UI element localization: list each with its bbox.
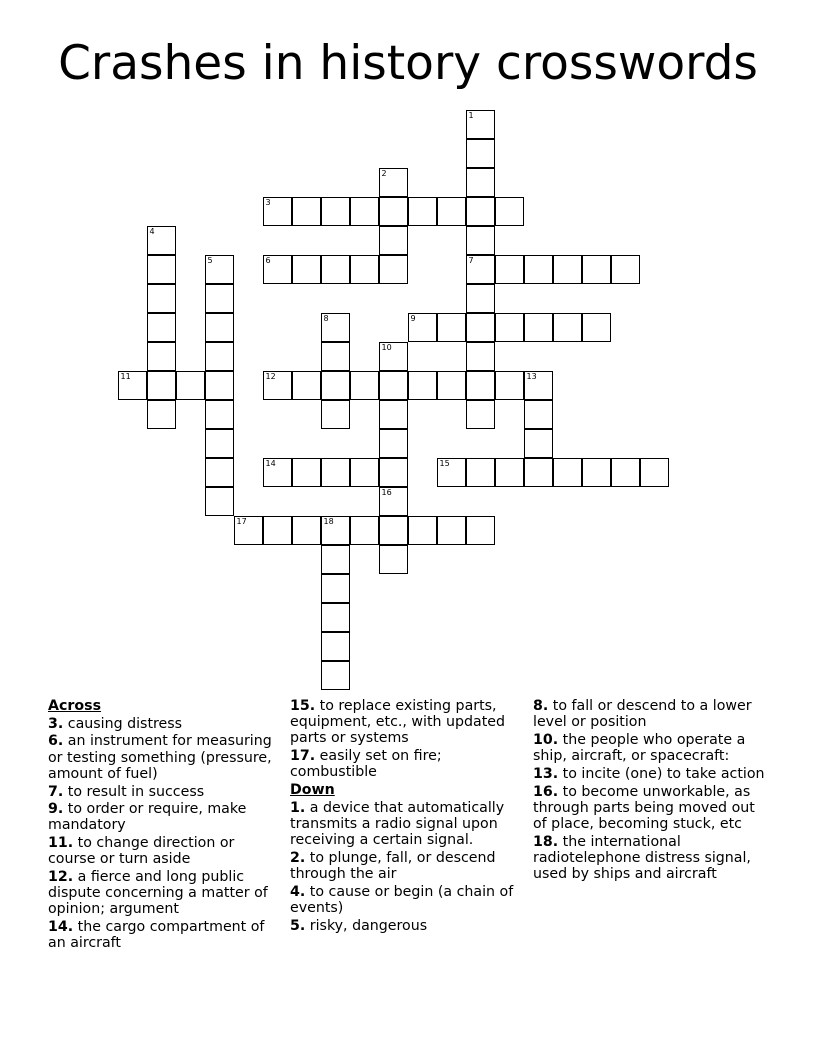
grid-cell[interactable] (292, 255, 321, 284)
clue-number: 8 (323, 314, 329, 323)
grid-cell[interactable] (263, 458, 292, 487)
grid-cell[interactable] (466, 516, 495, 545)
grid-cell[interactable] (466, 255, 495, 284)
grid-cell[interactable] (611, 458, 640, 487)
grid-cell[interactable] (553, 313, 582, 342)
clue-across-14: 14. the cargo compartment of an aircraft (48, 919, 265, 952)
grid-cell[interactable] (205, 313, 234, 342)
grid-cell[interactable] (292, 458, 321, 487)
grid-cell[interactable] (524, 313, 553, 342)
grid-cell[interactable] (176, 371, 205, 400)
grid-cell[interactable] (321, 197, 350, 226)
grid-cell[interactable] (292, 516, 321, 545)
grid-cell[interactable] (524, 255, 553, 284)
grid-cell[interactable] (466, 197, 495, 226)
clues-column-3 (533, 698, 769, 884)
grid-cell[interactable] (582, 458, 611, 487)
clue-number: 3 (265, 198, 271, 207)
clue-across-15: 15. to replace existing parts, equipment, etc., with updated parts or systems (290, 698, 506, 747)
clue-number: 6 (265, 256, 271, 265)
grid-cell[interactable] (350, 255, 379, 284)
grid-cell[interactable] (321, 545, 350, 574)
grid-cell[interactable] (379, 487, 408, 516)
grid-cell[interactable] (466, 168, 495, 197)
clue-across-6: 6. an instrument for measuring or testing something (pressure, amount of fuel) (48, 733, 272, 782)
grid-cell[interactable] (466, 371, 495, 400)
grid-cell[interactable] (408, 197, 437, 226)
grid-cell[interactable] (495, 197, 524, 226)
grid-cell[interactable] (350, 197, 379, 226)
grid-cell[interactable] (437, 197, 466, 226)
grid-cell[interactable] (292, 371, 321, 400)
clue-number: 2 (381, 169, 387, 178)
grid-cell[interactable] (495, 371, 524, 400)
grid-cell[interactable] (234, 516, 263, 545)
grid-cell[interactable] (553, 255, 582, 284)
grid-cell[interactable] (321, 342, 350, 371)
grid-cell[interactable] (321, 516, 350, 545)
clue-number: 4 (149, 227, 155, 236)
clue-number: 15 (439, 459, 450, 468)
clue-number: 9 (410, 314, 416, 323)
across-heading: Across (48, 698, 102, 714)
grid-cell[interactable] (379, 197, 408, 226)
grid-cell[interactable] (437, 371, 466, 400)
grid-cell[interactable] (205, 371, 234, 400)
clue-down-1: 1. a device that automatically transmits a radio signal upon receiving a certain signal. (290, 799, 505, 849)
clue-down-2: 2. to plunge, fall, or descend through the air (290, 849, 496, 883)
grid-cell[interactable] (379, 371, 408, 400)
grid-cell[interactable] (147, 342, 176, 371)
grid-cell[interactable] (466, 226, 495, 255)
grid-cell[interactable] (437, 458, 466, 487)
clues-column-1 (48, 698, 284, 953)
clue-number: 16 (381, 488, 392, 497)
clue-across-11: 11. to change direction or course or turn aside (48, 835, 235, 868)
clue-across-17: 17. easily set on fire; combustible (290, 748, 442, 781)
clue-number: 13 (526, 372, 537, 381)
grid-cell[interactable] (408, 371, 437, 400)
grid-cell[interactable] (379, 255, 408, 284)
grid-cell[interactable] (582, 313, 611, 342)
grid-cell[interactable] (640, 458, 669, 487)
grid-cell[interactable] (321, 400, 350, 429)
grid-cell[interactable] (321, 603, 350, 632)
grid-cell[interactable] (408, 313, 437, 342)
grid-cell[interactable] (379, 168, 408, 197)
grid-cell[interactable] (466, 342, 495, 371)
grid-cell[interactable] (292, 197, 321, 226)
clue-down-16: 16. to become unworkable, as through parts being moved out of place, becoming stuck, etc (533, 783, 755, 832)
grid-cell[interactable] (147, 371, 176, 400)
page-title: Crashes in history crosswords (58, 36, 758, 91)
clue-down-5: 5. risky, dangerous (290, 917, 428, 934)
grid-cell[interactable] (379, 545, 408, 574)
grid-cell[interactable] (321, 458, 350, 487)
clue-number: 1 (468, 111, 474, 120)
grid-cell[interactable] (263, 516, 292, 545)
grid-cell[interactable] (205, 255, 234, 284)
clue-number: 7 (468, 256, 474, 265)
grid-cell[interactable] (147, 255, 176, 284)
clue-number: 10 (381, 343, 392, 352)
grid-cell[interactable] (321, 313, 350, 342)
grid-cell[interactable] (350, 516, 379, 545)
grid-cell[interactable] (205, 342, 234, 371)
clue-down-10: 10. the people who operate a ship, aircraft, or spacecraft: (533, 731, 746, 765)
grid-cell[interactable] (495, 255, 524, 284)
grid-cell[interactable] (263, 197, 292, 226)
grid-cell[interactable] (350, 458, 379, 487)
clue-across-7: 7. to result in success (48, 783, 205, 800)
clue-down-18: 18. the international radiotelephone distress signal, used by ships and aircraft (533, 833, 751, 883)
clue-across-12: 12. a fierce and long public dispute concerning a matter of opinion; argument (48, 869, 268, 918)
clue-number: 12 (265, 372, 276, 381)
grid-cell[interactable] (321, 371, 350, 400)
grid-cell[interactable] (379, 226, 408, 255)
clue-down-4: 4. to cause or begin (a chain of events) (290, 883, 514, 916)
grid-cell[interactable] (524, 458, 553, 487)
grid-cell[interactable] (379, 342, 408, 371)
grid-cell[interactable] (466, 139, 495, 168)
grid-cell[interactable] (205, 284, 234, 313)
grid-cell[interactable] (118, 371, 147, 400)
clue-down-8: 8. to fall or descend to a lower level or position (533, 698, 752, 731)
grid-cell[interactable] (321, 661, 350, 690)
grid-cell[interactable] (379, 429, 408, 458)
grid-cell[interactable] (147, 400, 176, 429)
grid-cell[interactable] (263, 371, 292, 400)
grid-cell[interactable] (205, 487, 234, 516)
grid-cell[interactable] (466, 313, 495, 342)
grid-cell[interactable] (437, 313, 466, 342)
clue-number: 18 (323, 517, 334, 526)
grid-cell[interactable] (205, 400, 234, 429)
grid-cell[interactable] (147, 226, 176, 255)
grid-cell[interactable] (321, 574, 350, 603)
grid-cell[interactable] (495, 458, 524, 487)
grid-cell[interactable] (466, 110, 495, 139)
grid-cell[interactable] (466, 400, 495, 429)
grid-cell[interactable] (466, 458, 495, 487)
grid-cell[interactable] (524, 429, 553, 458)
grid-cell[interactable] (582, 255, 611, 284)
grid-cell[interactable] (321, 632, 350, 661)
grid-cell[interactable] (524, 400, 553, 429)
clue-number: 11 (120, 372, 131, 381)
grid-cell[interactable] (205, 429, 234, 458)
grid-cell[interactable] (408, 516, 437, 545)
grid-cell[interactable] (379, 458, 408, 487)
clue-number: 5 (207, 256, 213, 265)
grid-cell[interactable] (437, 516, 466, 545)
grid-cell[interactable] (379, 516, 408, 545)
grid-cell[interactable] (350, 371, 379, 400)
grid-cell[interactable] (611, 255, 640, 284)
grid-cell[interactable] (321, 255, 350, 284)
grid-cell[interactable] (379, 400, 408, 429)
clue-down-13: 13. to incite (one) to take action (533, 765, 765, 782)
clue-number: 14 (265, 459, 276, 468)
grid-cell[interactable] (553, 458, 582, 487)
grid-cell[interactable] (205, 458, 234, 487)
clue-across-3: 3. causing distress (48, 715, 183, 732)
grid-cell[interactable] (263, 255, 292, 284)
clue-number: 17 (236, 517, 247, 526)
grid-cell[interactable] (147, 313, 176, 342)
grid-cell[interactable] (466, 284, 495, 313)
grid-cell[interactable] (147, 284, 176, 313)
clue-across-9: 9. to order or require, make mandatory (48, 801, 247, 834)
grid-cell[interactable] (524, 371, 553, 400)
down-heading: Down (290, 782, 335, 799)
clues-column-2 (290, 698, 526, 935)
grid-cell[interactable] (495, 313, 524, 342)
